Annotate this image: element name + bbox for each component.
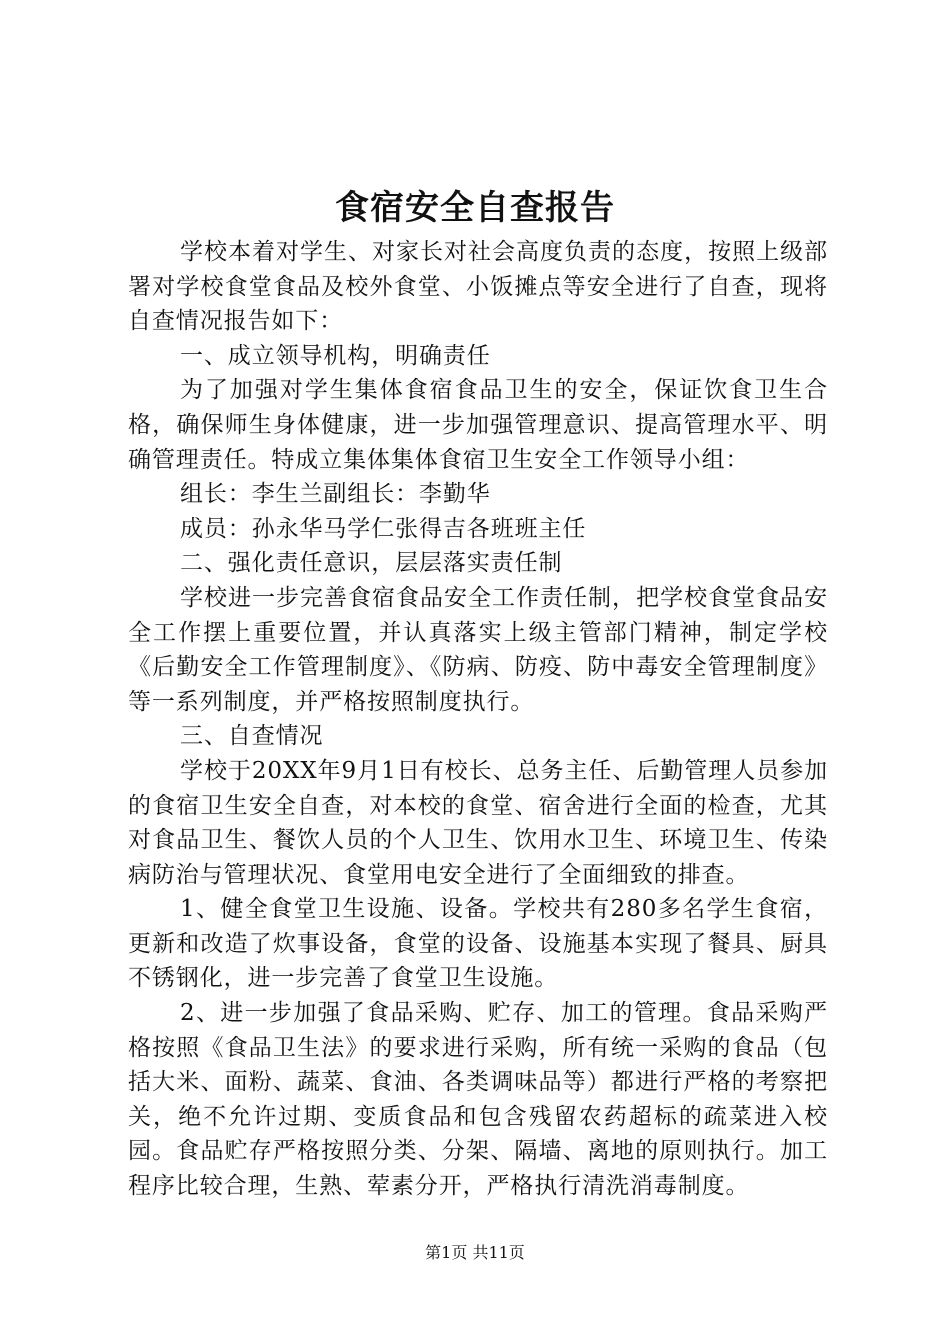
- section-heading-2: 二、强化责任意识，层层落实责任制: [180, 550, 563, 577]
- paragraph-item-2: 2、进一步加强了食品采购、贮存、加工的管理。食品采购严格按照《食品卫生法》的要求进行采购，所有统一采购的食品（包括大米、面粉、蔬菜、食油、各类调味品等）都进行严格的考察把关，绝不允许过期、变质食品和包含残留农药超标的疏菜进入校园。食品贮存严格按照分类、分架、隔墙、离地的原则执行。加工程序比较合理，生熟、荤素分开，严格执行清洗消毒制度。: [128, 1000, 828, 1200]
- paragraph-leaders: 组长：李生兰副组长：李勤华: [180, 481, 491, 508]
- paragraph-section-3: 学校于20XX年9月1日有校长、总务主任、后勤管理人员参加的食宿卫生安全自查，对本校的食堂、宿舍进行全面的检查，尤其对食品卫生、餐饮人员的个人卫生、饮用水卫生、环境卫生、传染病防治与管理状况、食堂用电安全进行了全面细致的排查。: [128, 757, 828, 888]
- paragraph-section-1: 为了加强对学生集体食宿食品卫生的安全，保证饮食卫生合格，确保师生身体健康，进一步加强管理意识、提高管理水平、明确管理责任。特成立集体集体食宿卫生安全工作领导小组：: [128, 377, 828, 473]
- section-heading-3: 三、自查情况: [180, 723, 324, 750]
- document-body: [128, 235, 828, 1204]
- page-footer: 第1页 共11页: [425, 1243, 525, 1262]
- section-heading-1: 一、成立领导机构，明确责任: [180, 342, 491, 369]
- paragraph-item-1: 1、健全食堂卫生设施、设备。学校共有280多名学生食宿，更新和改造了炊事设备，食堂的设备、设施基本实现了餐具、厨具不锈钢化，进一步完善了食堂卫生设施。: [128, 896, 828, 992]
- document-title: 食宿安全自查报告: [335, 188, 615, 228]
- paragraph-section-2: 学校进一步完善食宿食品安全工作责任制，把学校食堂食品安全工作摆上重要位置，并认真落实上级主管部门精神，制定学校《后勤安全工作管理制度》、《防病、防疫、防中毒安全管理制度》等一系列制度，并严格按照制度执行。: [128, 584, 828, 715]
- paragraph-members: 成员：孙永华马学仁张得吉各班班主任: [180, 515, 587, 542]
- paragraph-intro: 学校本着对学生、对家长对社会高度负责的态度，按照上级部署对学校食堂食品及校外食堂、小饭摊点等安全进行了自查，现将自查情况报告如下：: [128, 239, 828, 335]
